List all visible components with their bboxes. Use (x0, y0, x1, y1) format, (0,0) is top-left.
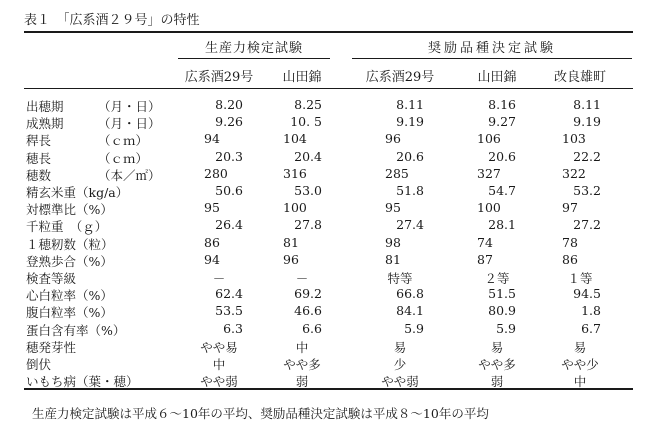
table-cell: 弱 (490, 374, 504, 390)
row-label: 検査等級 (26, 271, 77, 286)
group-underline-1 (178, 58, 330, 59)
row-unit: （ｃｍ） (98, 150, 149, 166)
table-cell: 316 (283, 165, 307, 181)
row-label: 倒伏 (26, 357, 52, 372)
column-header-1: 広系酒29号 (184, 70, 254, 85)
table-cell: 中 (212, 357, 226, 372)
row-label: 腹白粒率（%） (26, 305, 113, 321)
table-cell: 27.8 (294, 217, 322, 233)
table-cell: 74 (477, 234, 493, 250)
table-cell: 6.6 (302, 320, 322, 336)
table-cell: 1.8 (581, 303, 601, 319)
row-label: 蛋白含有率（%） (26, 322, 126, 338)
table-cell: やや易 (200, 339, 238, 355)
table-cell: 8.11 (396, 97, 424, 112)
table-cell: － (295, 271, 309, 286)
table-cell: 53.0 (294, 183, 322, 198)
table-cell: 94.5 (573, 286, 601, 302)
table-cell: 54.7 (488, 183, 516, 198)
table-footnote: 生産力検定試験は平成６～10年の平均、奨励品種決定試験は平成８～10年の平均 (32, 406, 489, 421)
table-cell: 20.4 (294, 148, 322, 164)
table-cell: 86 (204, 234, 220, 250)
table-cell: 8.11 (573, 97, 601, 112)
column-header-3: 広系酒29号 (365, 70, 435, 85)
row-label: 穂数 (26, 167, 52, 183)
table-cell: 易 (393, 339, 407, 355)
table-cell: 8.25 (294, 97, 322, 112)
table-top-rule (24, 31, 633, 33)
table-cell: 9.27 (488, 114, 516, 130)
table-cell: 26.4 (215, 217, 243, 233)
table-cell: 易 (490, 339, 504, 355)
table-cell: 66.8 (396, 286, 424, 302)
table-cell: 20.6 (488, 148, 516, 164)
table-cell: 9.19 (573, 114, 601, 130)
table-cell: やや少 (561, 357, 599, 372)
table-cell: ２等 (484, 271, 510, 286)
table-cell: 69.2 (294, 286, 322, 302)
table-cell: 96 (283, 251, 299, 267)
row-label: 穂発芽性 (26, 339, 77, 355)
table-cell: 327 (477, 165, 501, 181)
table-caption: 表１ 「広系酒２９号」の特性 (24, 13, 200, 28)
table-cell: 96 (385, 131, 401, 147)
table-cell: 9.19 (396, 114, 424, 130)
table-cell: 51.5 (488, 286, 516, 302)
table-cell: やや弱 (200, 374, 238, 390)
table-cell: 27.4 (396, 217, 424, 233)
row-label: 心白粒率（%） (26, 288, 113, 304)
table-cell: 22.2 (573, 148, 601, 164)
table-cell: やや多 (283, 357, 321, 372)
table-cell: 285 (385, 165, 409, 181)
table-cell: 84.1 (396, 303, 424, 319)
row-unit: （ｃｍ） (98, 133, 149, 149)
table-cell: 50.6 (215, 183, 243, 198)
table-bottom-rule (24, 388, 633, 390)
table-cell: 10. 5 (290, 114, 322, 130)
table-cell: 20.6 (396, 148, 424, 164)
table-cell: １等 (567, 271, 593, 286)
table-cell: 86 (562, 251, 578, 267)
table-cell: 94 (204, 131, 220, 147)
table-cell: 易 (573, 339, 587, 355)
table-cell: 98 (385, 234, 401, 250)
table-cell: 100 (477, 200, 501, 216)
row-label: 登熟歩合（%） (26, 253, 113, 269)
row-unit: （本／㎡） (98, 167, 161, 183)
table-cell: 6.3 (223, 320, 243, 336)
table-cell: 53.5 (215, 303, 243, 319)
row-label: １穂籾数（粒） (26, 236, 114, 252)
table-cell: 弱 (295, 374, 309, 390)
table-cell: 9.26 (215, 114, 243, 130)
row-label: 出穂期 (26, 99, 64, 114)
table-cell: 5.9 (404, 320, 424, 336)
table-cell: 27.2 (573, 217, 601, 233)
table-cell: 100 (283, 200, 307, 216)
row-unit: （月・日） (98, 116, 161, 132)
row-label: 稈長 (26, 133, 52, 149)
row-label: 成熟期 (26, 116, 64, 132)
table-cell: 5.9 (496, 320, 516, 336)
column-header-4: 山田錦 (477, 70, 517, 85)
table-cell: 94 (204, 251, 220, 267)
table-cell: 97 (562, 200, 578, 216)
row-label: 精玄米重（kg/a） (26, 185, 129, 200)
table-cell: 87 (477, 251, 493, 267)
table-cell: 280 (204, 165, 228, 181)
table-cell: 20.3 (215, 148, 243, 164)
table-cell: 80.9 (488, 303, 516, 319)
table-cell: 6.7 (581, 320, 601, 336)
table-cell: 106 (477, 131, 501, 147)
table-cell: － (212, 271, 226, 286)
table-cell: 81 (283, 234, 299, 250)
table-cell: 62.4 (215, 286, 243, 302)
table-cell: 104 (283, 131, 307, 147)
table-cell: やや弱 (381, 374, 419, 390)
table-cell: 中 (573, 374, 587, 390)
table-cell: 103 (562, 131, 586, 147)
row-label: 千粒重 （ｇ） (26, 219, 108, 235)
table-cell: やや多 (478, 357, 516, 372)
group-header-2: 奨励品種決定試験 (427, 41, 556, 56)
group-header-1: 生産力検定試験 (204, 41, 303, 56)
table-cell: 8.20 (215, 97, 243, 112)
table-cell: 322 (562, 165, 586, 181)
column-header-5: 改良雄町 (553, 70, 606, 85)
table-cell: 特等 (387, 271, 413, 286)
table-cell: 46.6 (294, 303, 322, 319)
table-cell: 51.8 (396, 183, 424, 198)
table-cell: 95 (385, 200, 401, 216)
row-label: 対標準比（%） (26, 202, 113, 218)
header-bottom-rule (24, 88, 633, 89)
table-cell: 53.2 (573, 183, 601, 198)
table-cell: 81 (385, 251, 401, 267)
table-cell: 少 (393, 357, 407, 372)
group-underline-2 (352, 58, 632, 59)
row-unit: （月・日） (98, 99, 161, 114)
table-cell: 95 (204, 200, 220, 216)
table-cell: 中 (295, 339, 309, 355)
column-header-2: 山田錦 (282, 70, 322, 85)
table-cell: 28.1 (488, 217, 516, 233)
table-cell: 8.16 (488, 97, 516, 112)
table-cell: 78 (562, 234, 578, 250)
row-label: 穂長 (26, 150, 52, 166)
row-label: いもち病（葉・穂） (26, 374, 139, 390)
